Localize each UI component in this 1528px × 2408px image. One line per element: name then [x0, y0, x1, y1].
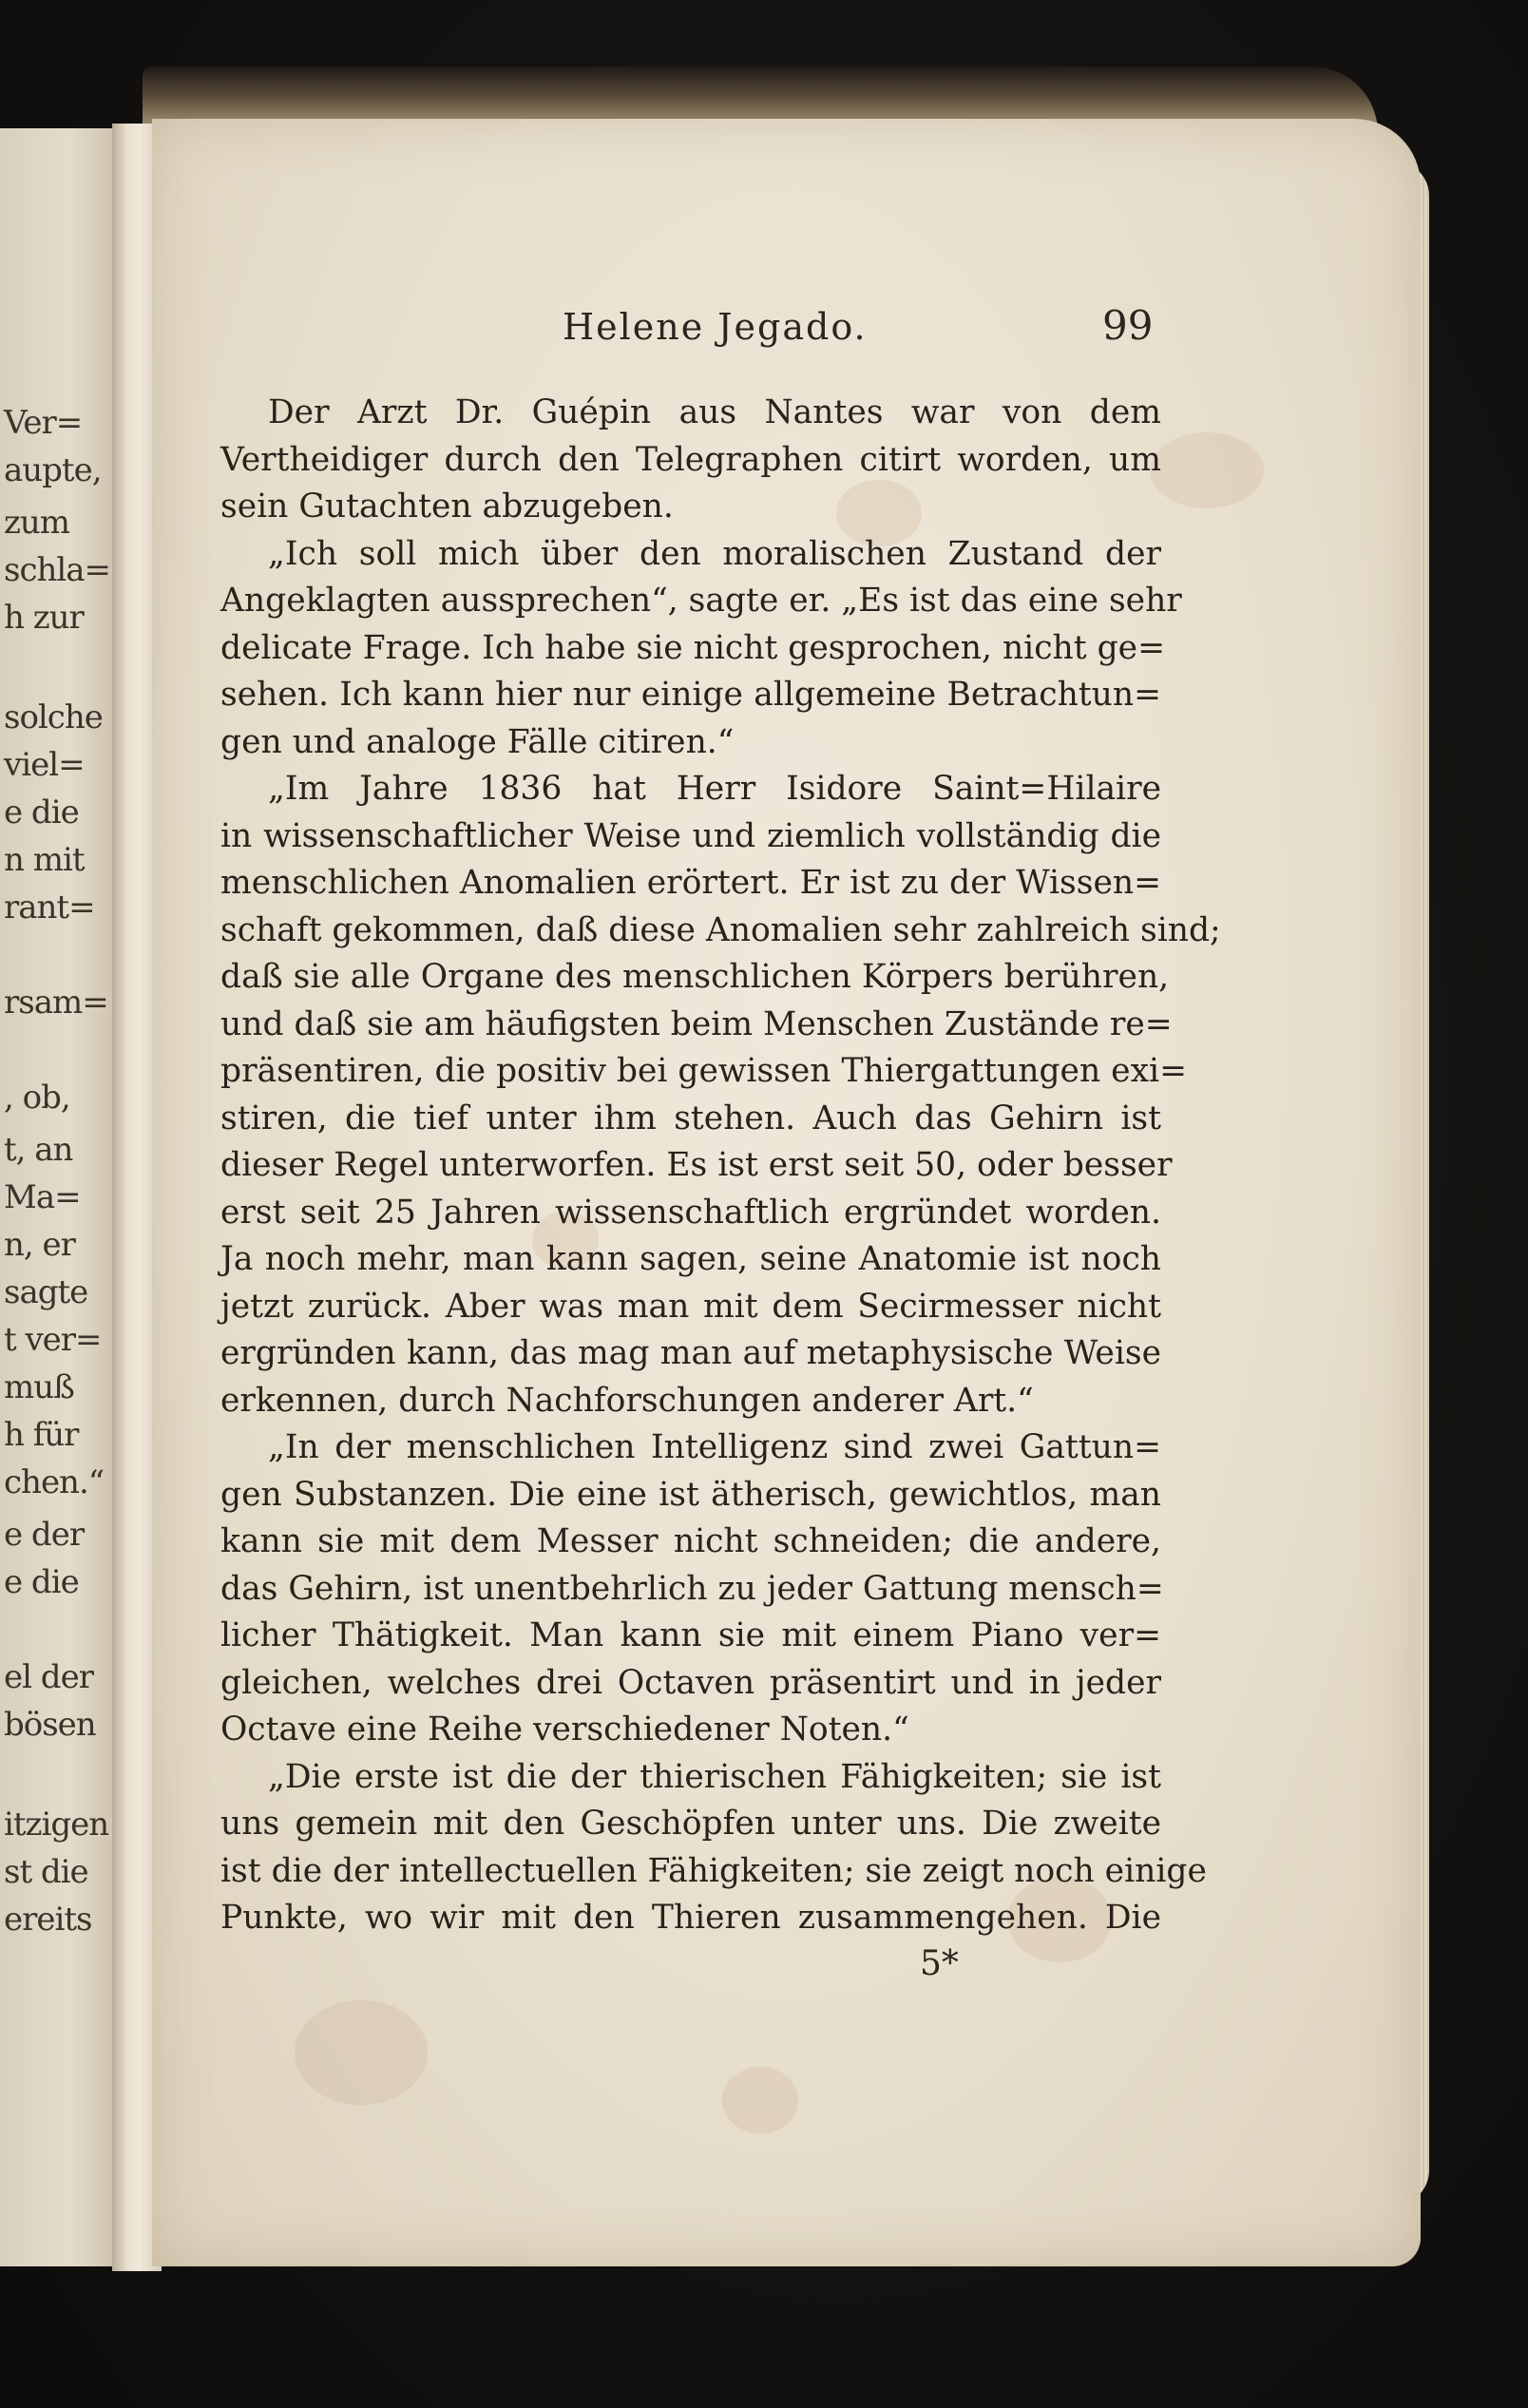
text-line: Octave eine Reihe verschiedener Noten.“	[220, 1710, 909, 1749]
left-fragment: chen.“	[4, 1463, 105, 1501]
left-fragment: bösen	[4, 1706, 96, 1744]
text-line: stiren, die tief unter ihm stehen. Auch das Gehirn ist	[220, 1099, 1161, 1137]
left-fragment: ereits	[4, 1901, 92, 1939]
text-line: und daß sie am häufigsten beim Menschen Zustände re=	[220, 1004, 1173, 1043]
paper-stain	[1150, 432, 1264, 508]
left-fragment: e die	[4, 793, 79, 831]
text-line: uns gemein mit den Geschöpfen unter uns. Die zweite	[220, 1805, 1161, 1843]
left-fragment: t, an	[4, 1131, 73, 1169]
running-head-title: Helene Jegado.	[563, 306, 868, 348]
text-line: „Die erste ist die der thierischen Fähigkeiten; sie ist	[268, 1757, 1161, 1796]
left-fragment: Ma=	[4, 1178, 81, 1216]
page-body-text	[220, 390, 1221, 1942]
text-line: ist die der intellectuellen Fähigkeiten; sie zeigt noch einige	[220, 1851, 1207, 1890]
page-number: 99	[1102, 302, 1154, 349]
left-fragment: e die	[4, 1563, 79, 1601]
text-line: delicate Frage. Ich habe sie nicht gesprochen, nicht ge=	[220, 628, 1165, 667]
text-line: Ja noch mehr, man kann sagen, seine Anatomie ist noch	[220, 1240, 1161, 1278]
printer-signature-mark: 5*	[920, 1944, 959, 1983]
left-fragment: el der	[4, 1658, 93, 1696]
text-line: daß sie alle Organe des menschlichen Körpers berühren,	[220, 958, 1170, 996]
left-fragment: solche	[4, 698, 103, 736]
text-line: sehen. Ich kann hier nur einige allgemeine Betrachtun=	[220, 676, 1161, 714]
left-fragment: viel=	[4, 746, 85, 784]
left-fragment: n, er	[4, 1226, 75, 1264]
left-fragment: n mit	[4, 841, 85, 879]
paper-stain	[722, 2067, 798, 2133]
left-fragment: schla=	[4, 551, 111, 589]
text-line: schaft gekommen, daß diese Anomalien sehr zahlreich sind;	[220, 910, 1221, 949]
left-fragment: , ob,	[4, 1079, 70, 1117]
text-line: „In der menschlichen Intelligenz sind zwei Gattun=	[268, 1428, 1161, 1466]
left-fragment: Ver=	[4, 404, 83, 442]
left-fragment: t ver=	[4, 1321, 102, 1359]
text-line: erkennen, durch Nachforschungen anderer Art.“	[220, 1381, 1034, 1420]
text-line: licher Thätigkeit. Man kann sie mit einem Piano ver=	[220, 1616, 1161, 1654]
left-fragment: h für	[4, 1416, 79, 1454]
text-line: „Im Jahre 1836 hat Herr Isidore Saint=Hilaire	[268, 770, 1161, 808]
left-fragment: h zur	[4, 599, 84, 637]
text-line: das Gehirn, ist unentbehrlich zu jeder Gattung mensch=	[220, 1569, 1164, 1608]
left-fragment: itzigen	[4, 1806, 109, 1844]
text-line: gleichen, welches drei Octaven präsentirt und in jeder	[220, 1663, 1161, 1702]
text-line: präsentiren, die positiv bei gewissen Thiergattungen exi=	[220, 1052, 1187, 1090]
left-fragment: sagte	[4, 1273, 88, 1311]
text-line: jetzt zurück. Aber was man mit dem Secirmesser nicht	[220, 1287, 1161, 1326]
text-line: sein Gutachten abzugeben.	[220, 487, 674, 526]
left-fragment: e der	[4, 1516, 85, 1554]
paper-stain	[295, 2000, 428, 2105]
left-fragment: zum	[4, 504, 70, 542]
previous-page-strip	[0, 128, 114, 2266]
text-line: in wissenschaftlicher Weise und ziemlich vollständig die	[220, 816, 1161, 855]
text-line: Vertheidiger durch den Telegraphen citirt worden, um	[220, 440, 1161, 479]
text-line: Der Arzt Dr. Guépin aus Nantes war von dem	[268, 393, 1161, 431]
text-line: ergründen kann, das mag man auf metaphysische Weise	[220, 1334, 1161, 1372]
left-fragment: muß	[4, 1368, 74, 1406]
left-fragment: st die	[4, 1853, 88, 1891]
left-fragment: rsam=	[4, 984, 108, 1022]
left-fragment: aupte,	[4, 451, 102, 489]
text-line: erst seit 25 Jahren wissenschaftlich ergründet worden.	[220, 1193, 1161, 1232]
text-line: Punkte, wo wir mit den Thieren zusammengehen. Die	[220, 1899, 1161, 1937]
text-line: menschlichen Anomalien erörtert. Er ist zu der Wissen=	[220, 864, 1161, 902]
text-line: Angeklagten aussprechen“, sagte er. „Es ist das eine sehr	[220, 582, 1182, 620]
left-fragment: rant=	[4, 889, 95, 927]
text-line: gen und analoge Fälle citiren.“	[220, 722, 735, 761]
text-line: „Ich soll mich über den moralischen Zustand der	[268, 534, 1161, 573]
text-line: dieser Regel unterworfen. Es ist erst seit 50, oder besser	[220, 1146, 1173, 1184]
text-line: gen Substanzen. Die eine ist ätherisch, gewichtlos, man	[220, 1475, 1161, 1514]
text-line: kann sie mit dem Messer nicht schneiden; die andere,	[220, 1522, 1161, 1560]
